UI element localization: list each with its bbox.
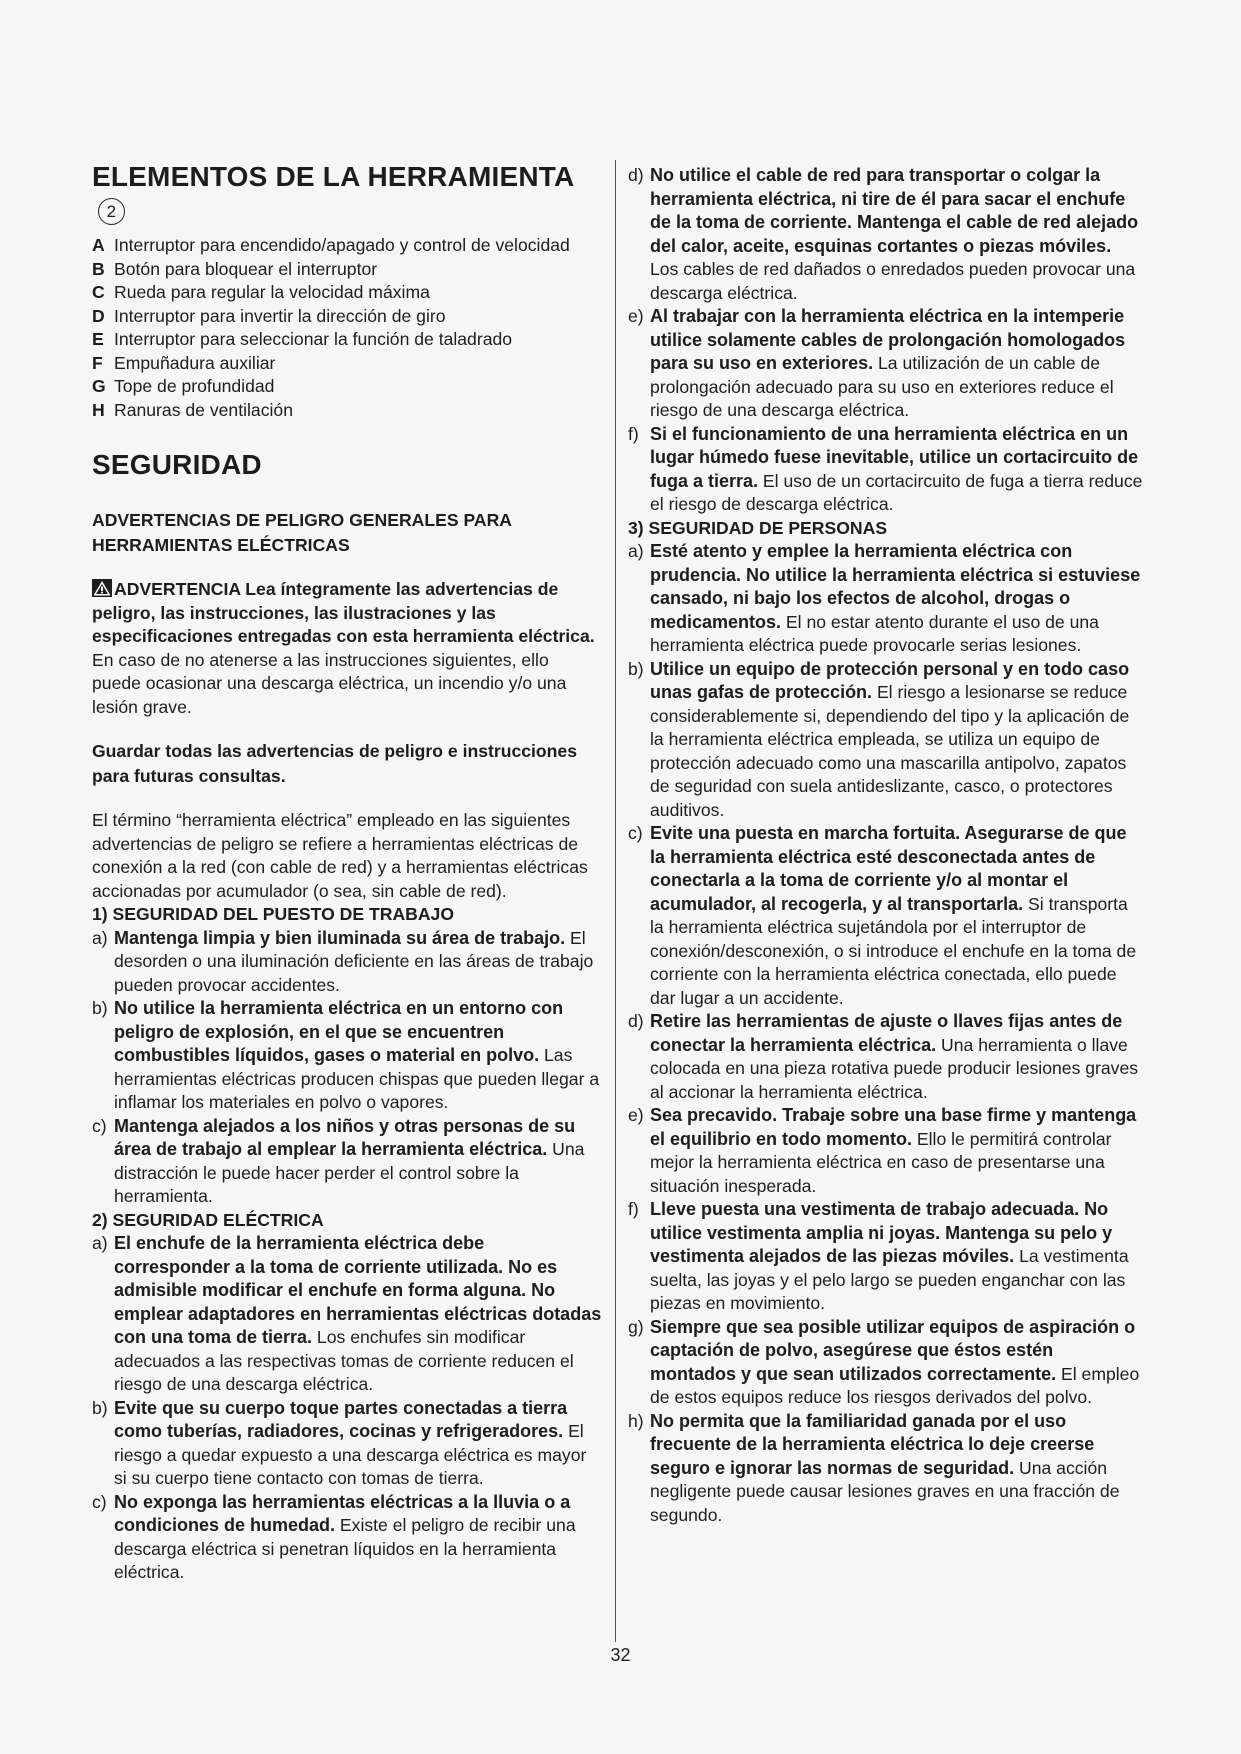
list-item: b) Utilice un equipo de protección personal y en todo caso unas gafas de protección. El riesgo a lesionarse se reduce considerablemente si, dependiendo del tipo y la aplicación de la herramienta eléctrica empleada, se utiliza un equipo de protección adecuado como una mascarilla antipolvo, zapatos de seguridad con suela antideslizante, casco, o protectores auditivos. [628,658,1130,820]
list-item: d) No utilice el cable de red para transportar o colgar la herramienta eléctrica, ni tire de él para sacar el enchufe de la toma de corriente. Mantenga el cable de red alejado del calor, aceite, esquinas cortantes o piezas móviles. Los cables de red dañados o enredados pueden provocar una descarga eléctrica. [628,165,1139,303]
list-item: d) Retire las herramientas de ajuste o llaves fijas antes de conectar la herramienta eléctrica. Una herramienta o llave colocada en una pieza rotativa puede producir lesiones graves al accionar la herramienta eléctrica. [628,1011,1139,1102]
list-item: f) Lleve puesta una vestimenta de trabajo adecuada. No utilice vestimenta amplia ni joyas. Mantenga su pelo y vestimenta alejados de las piezas móviles. La vestimenta suelta, las joyas y el pelo largo se pueden enganchar con las piezas en movimiento. [628,1199,1129,1313]
tool-elements-heading: ELEMENTOS DE LA HERRAMIENTA2 [92,160,602,228]
list-item: a) Mantenga limpia y bien iluminada su área de trabajo. El desorden o una iluminación deficiente en las áreas de trabajo pueden provocar accidentes. [92,927,594,995]
list-item: B Botón para bloquear el interruptor [92,258,378,279]
list-item: g) Siempre que sea posible utilizar equipos de aspiración o captación de polvo, asegúrese que éstos estén montados y que sean utilizados correctamente. El empleo de estos equipos reduce los riesgos derivados del polvo. [628,1316,1140,1407]
section-title: 2) SEGURIDAD ELÉCTRICA [92,1209,324,1230]
left-column [92,160,602,1585]
list-item: c) No exponga las herramientas eléctricas a la lluvia o a condiciones de humedad. Existe el peligro de recibir una descarga eléctrica si penetran líquidos en la herramienta eléctrica. [92,1491,576,1582]
list-item: H Ranuras de ventilación [92,399,293,420]
page-number: 32 [610,1645,631,1665]
list-item: f) Si el funcionamiento de una herramienta eléctrica en un lugar húmedo fuese inevitable, utilice un cortacircuito de fuga a tierra. El uso de un cortacircuito de fuga a tierra reduce el riesgo de descarga eléctrica. [628,423,1143,514]
list-item: c) Mantenga alejados a los niños y otras personas de su área de trabajo al emplear la herramienta eléctrica. Una distracción le puede hacer perder el control sobre la herramienta. [92,1115,585,1206]
figure-reference-badge: 2 [98,198,125,225]
column-divider [615,160,616,1642]
list-item: b) No utilice la herramienta eléctrica en un entorno con peligro de explosión, en el que se encuentren combustibles líquidos, gases o material en polvo. Las herramientas eléctricas producen chispas que pueden llegar a inflamar los materiales en polvo o vapores. [92,998,600,1112]
list-item: F Empuñadura auxiliar [92,352,276,373]
list-item: a) El enchufe de la herramienta eléctrica debe corresponder a la toma de corriente utilizada. No es admisible modificar el enchufe en forma alguna. No emplear adaptadores en herramientas eléctricas dotadas con una toma de tierra. Los enchufes sin modificar adecuados a las respectivas tomas de corriente reducen el riesgo de una descarga eléctrica. [92,1233,602,1394]
general-warnings-subtitle: ADVERTENCIAS DE PELIGRO GENERALES PARA HERRAMIENTAS ELÉCTRICAS [92,510,512,555]
list-item: e) Sea precavido. Trabaje sobre una base firme y mantenga el equilibrio en todo momento. Ello le permitirá controlar mejor la herramienta eléctrica en caso de presentarse una situación inesperada. [628,1105,1137,1196]
list-item: b) Evite que su cuerpo toque partes conectadas a tierra como tuberías, radiadores, cocinas y refrigeradores. El riesgo a quedar expuesto a una descarga eléctrica es mayor si su cuerpo tiene contacto con tomas de tierra. [92,1397,587,1488]
list-item: G Tope de profundidad [92,376,275,396]
tool-elements-list [92,234,602,422]
section-title: 1) SEGURIDAD DEL PUESTO DE TRABAJO [92,904,455,924]
save-instructions-note: Guardar todas las advertencias de peligro e instrucciones para futuras consultas. [92,741,577,786]
list-item: A Interruptor para encendido/apagado y control de velocidad [92,235,570,255]
section-title: 3) SEGURIDAD DE PERSONAS [628,517,888,538]
list-item: D Interruptor para invertir la dirección de giro [92,305,446,326]
list-item: h) No permita que la familiaridad ganada por el uso frecuente de la herramienta eléctrica lo deje creerse seguro e ignorar las normas de seguridad. Una acción negligente puede causar lesiones graves en una fracción de segundo. [628,1410,1120,1525]
warning-triangle-icon [92,579,112,597]
security-heading: SEGURIDAD [92,449,262,480]
list-item: e) Al trabajar con la herramienta eléctrica en la intemperie utilice solamente cables de prolongación homologados para su uso en exteriores. La utilización de un cable de prolongación adecuado para su uso en exteriores reduce el riesgo de una descarga eléctrica. [628,306,1126,420]
warning-paragraph: ADVERTENCIA Lea íntegramente las advertencias de peligro, las instrucciones, las ilustraciones y las especificaciones entregadas con esta herramienta eléctrica. En caso de no atenerse a las instrucciones siguientes, ello puede ocasionar una descarga eléctrica, un incendio y/o una lesión grave. [92,579,595,717]
list-item: c) Evite una puesta en marcha fortuita. Asegurarse de que la herramienta eléctrica esté desconectada antes de conectarla a la toma de corriente y/o al montar el acumulador, al recogerla, y al transportarla. Si transporta la herramienta eléctrica sujetándola por el interruptor de conexión/desconexión, o si introduce el enchufe en la toma de corriente con la herramienta eléctrica conectada, ello puede dar lugar a un accidente. [628,823,1137,1008]
list-item: a) Esté atento y emplee la herramienta eléctrica con prudencia. No utilice la herramienta eléctrica si estuviese cansado, ni bajo los efectos de alcohol, drogas o medicamentos. El no estar atento durante el uso de una herramienta eléctrica puede provocarle serias lesiones. [628,541,1141,655]
list-item: E Interruptor para seleccionar la función de taladrado [92,329,513,349]
right-column [628,164,1143,1527]
definition-paragraph: El término “herramienta eléctrica” empleado en las siguientes advertencias de peligro se refiere a herramientas eléctricas de conexión a la red (con cable de red) y a herramientas eléctricas accionadas por acumulador (o sea, sin cable de red). [92,810,588,901]
list-item: C Rueda para regular la velocidad máxima [92,282,430,302]
